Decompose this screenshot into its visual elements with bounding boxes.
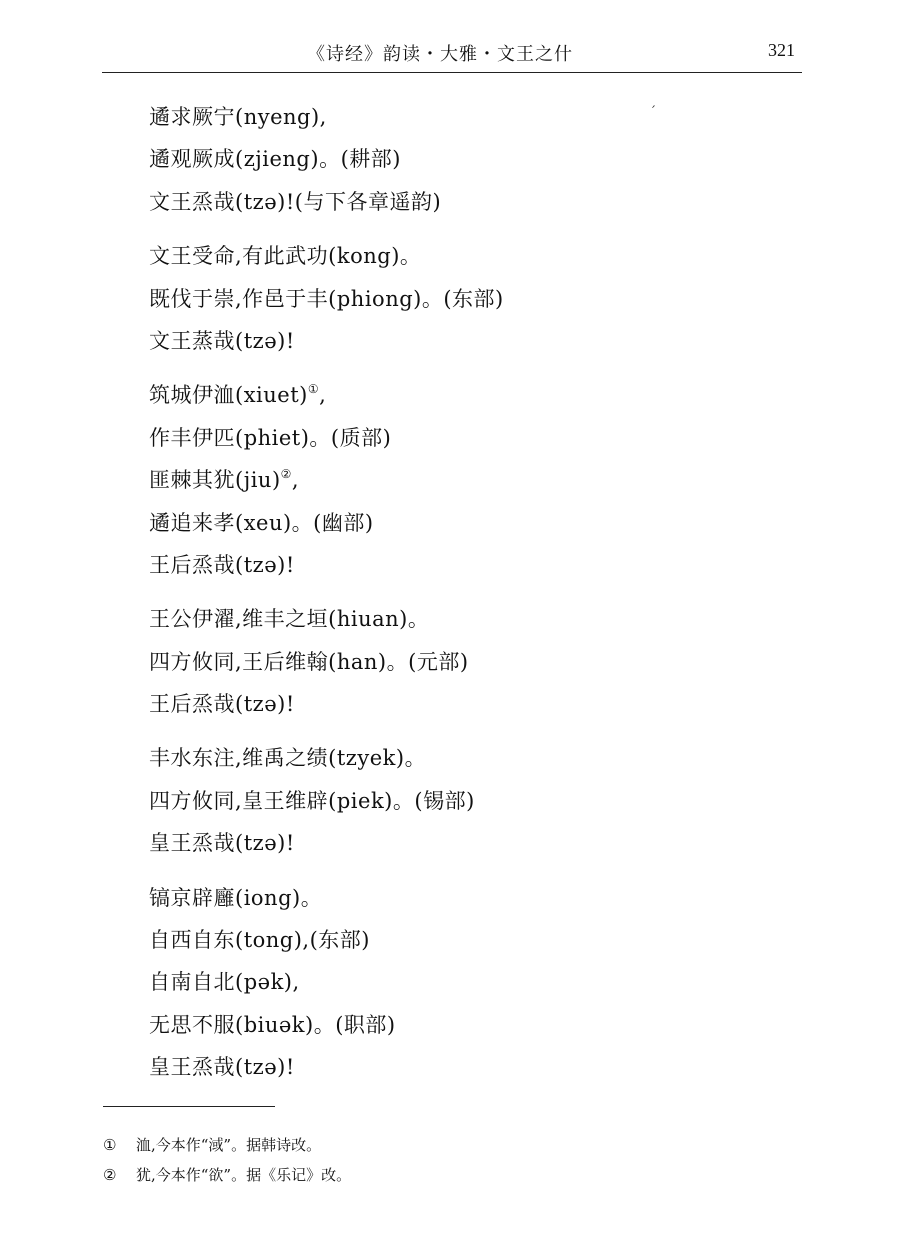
verse-line [149, 1046, 789, 1088]
verse-text: 皇王烝哉(tzə)! [149, 831, 295, 856]
verse-line [149, 877, 789, 919]
verse-line [149, 961, 789, 1003]
footnote-text: 洫,今本作“淢”。据韩诗改。 [136, 1136, 322, 1154]
verse-text: 既伐于崇,作邑于丰(phiong)。(东部) [149, 286, 504, 311]
verse-text: 文王受命,有此武功(kong)。 [149, 244, 422, 269]
footnote-reference: ② [280, 467, 292, 482]
running-title: 《诗经》韵读・大雅・文王之什 [307, 44, 573, 65]
verse-text: 王后烝哉(tzə)! [149, 692, 295, 717]
verse-text: 王后烝哉(tzə)! [149, 552, 295, 577]
footnote-text: 犹,今本作“欲”。据《乐记》改。 [136, 1166, 352, 1184]
stanza [149, 235, 789, 362]
verse-line [149, 683, 789, 725]
verse-text: 文王蒸哉(tzə)! [149, 328, 295, 353]
verse-text: 匪棘其犹(jiu) [149, 468, 281, 493]
verse-line [149, 822, 789, 864]
stanza [149, 877, 789, 1089]
verse-text: 遹求厥宁(nyeng), [149, 105, 327, 129]
verse-text: 丰水东注,维禹之绩(tzyek)。 [149, 746, 427, 771]
verse-line [149, 96, 789, 138]
verse-text: 四方攸同,王后维翰(han)。(元部) [149, 649, 469, 674]
verse-line [149, 1004, 789, 1046]
verse-text: 文王烝哉(tzə)!(与下各章遥韵) [149, 189, 442, 214]
verse-text: 无思不服(biuək)。(职部) [149, 1012, 396, 1037]
footnotes [103, 1130, 803, 1190]
running-header [0, 36, 900, 66]
verse-text: 镐京辟廱(iong)。 [149, 885, 323, 910]
stanza [149, 96, 789, 223]
verse-line [149, 598, 789, 640]
verse-punctuation: , [319, 383, 327, 408]
footnote-marker: ① [103, 1136, 117, 1154]
header-rule [102, 72, 802, 73]
verse-text: 自南自北(pək), [149, 970, 300, 995]
footnote-marker: ② [103, 1166, 117, 1184]
verse-text: 四方攸同,皇王维辟(piek)。(锡部) [149, 788, 475, 813]
verse-text: 作丰伊匹(phiet)。(质部) [149, 425, 392, 450]
verse-line [149, 138, 789, 180]
footnote-rule [103, 1106, 275, 1107]
verse-text: 遹追来孝(xeu)。(幽部) [149, 510, 374, 535]
verse-line [149, 780, 789, 822]
verse-punctuation: , [291, 468, 300, 493]
verse-text: 自西自东(tong),(东部) [149, 928, 370, 953]
verse-line [149, 278, 789, 320]
stanza [149, 598, 789, 725]
footnote [103, 1160, 803, 1190]
verse-text: 遹观厥成(zjieng)。(耕部) [149, 147, 401, 172]
verse-line [149, 641, 789, 683]
verse-line [149, 374, 789, 416]
verse-line [149, 181, 789, 223]
poem-body [149, 96, 789, 1101]
footnote [103, 1130, 803, 1160]
stanza [149, 374, 789, 586]
verse-line [149, 459, 789, 501]
page-number: 321 [768, 40, 795, 60]
verse-line [149, 235, 789, 277]
verse-line [149, 417, 789, 459]
verse-text: 皇王烝哉(tzə)! [149, 1055, 295, 1080]
verse-line [149, 919, 789, 961]
verse-line [149, 320, 789, 362]
verse-text: 王公伊濯,维丰之垣(hiuan)。 [149, 607, 430, 632]
stanza [149, 737, 789, 864]
verse-line [149, 502, 789, 544]
verse-line [149, 544, 789, 586]
verse-line [149, 737, 789, 779]
verse-text: 筑城伊洫(xiuet) [149, 383, 308, 408]
footnote-reference: ① [307, 382, 320, 397]
stray-mark: ′ [652, 104, 656, 120]
